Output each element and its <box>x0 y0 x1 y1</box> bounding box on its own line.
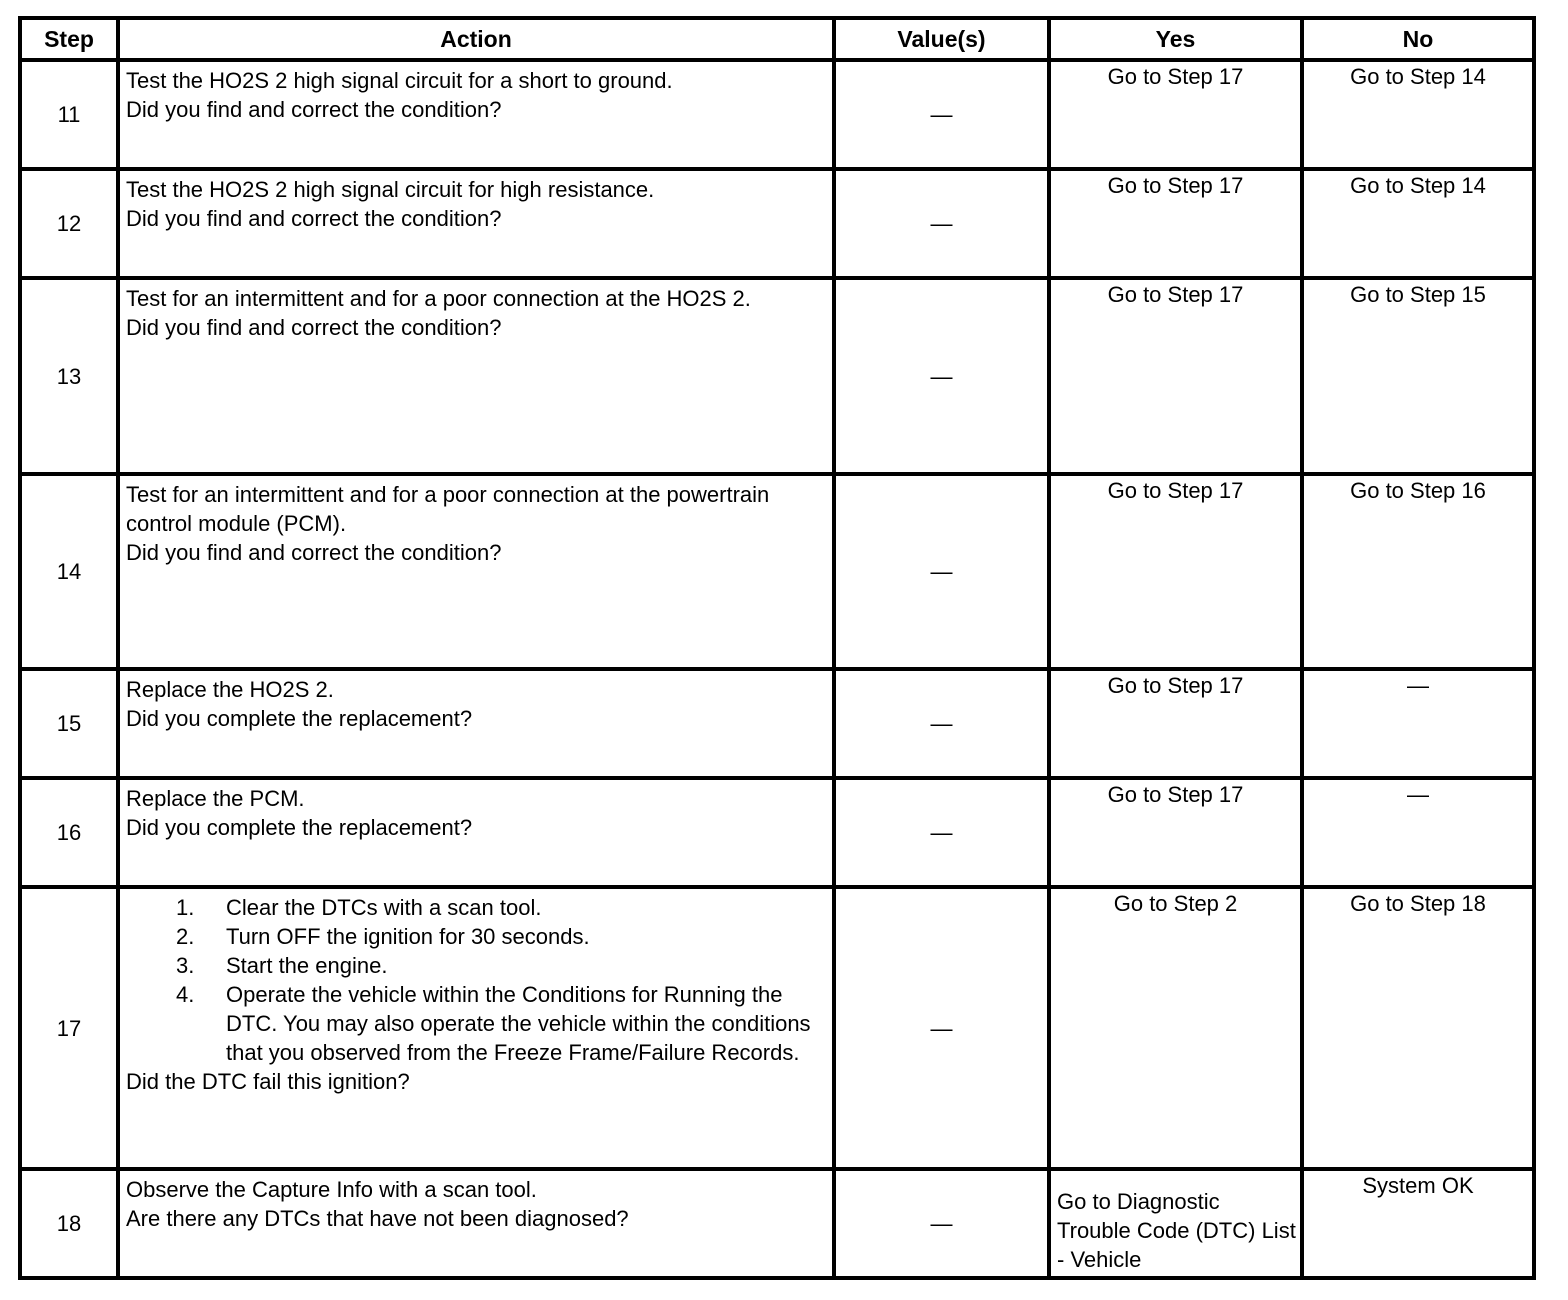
table-row <box>20 1169 1534 1278</box>
list-item <box>126 922 826 951</box>
header-step: Step <box>20 18 118 60</box>
action-cell <box>118 169 834 278</box>
action-question: Did you find and correct the condition? <box>126 540 502 565</box>
action-question: Did the DTC fail this ignition? <box>126 1069 410 1094</box>
no-cell <box>1302 169 1534 278</box>
table-row <box>20 474 1534 669</box>
value-cell: — <box>834 669 1049 778</box>
no-cell <box>1302 60 1534 169</box>
action-text: Observe the Capture Info with a scan tool. <box>126 1177 537 1202</box>
table-row <box>20 887 1534 1169</box>
no-cell <box>1302 778 1534 887</box>
no-answer: Go to Step 15 <box>1350 282 1486 307</box>
no-answer: Go to Step 16 <box>1350 478 1486 503</box>
yes-answer: Go to Step 17 <box>1107 64 1244 89</box>
step-number: 16 <box>20 778 118 887</box>
no-answer: Go to Step 14 <box>1350 64 1486 89</box>
list-item-number: 1. <box>176 895 195 920</box>
action-cell <box>118 1169 834 1278</box>
action-question: Did you complete the replacement? <box>126 706 473 731</box>
step-number: 12 <box>20 169 118 278</box>
no-answer: System OK <box>1362 1173 1474 1198</box>
list-item-number: 3. <box>176 953 195 978</box>
list-item-text: Start the engine. <box>226 953 388 978</box>
yes-answer: Go to Step 17 <box>1107 173 1244 198</box>
action-cell <box>118 778 834 887</box>
list-item <box>126 893 826 922</box>
table-row <box>20 60 1534 169</box>
no-answer: — <box>1407 673 1429 698</box>
action-text: Replace the PCM. <box>126 786 305 811</box>
no-cell <box>1302 474 1534 669</box>
yes-cell <box>1049 169 1302 278</box>
yes-cell <box>1049 278 1302 474</box>
step-number: 15 <box>20 669 118 778</box>
action-steps-list <box>126 893 826 1067</box>
yes-cell <box>1049 474 1302 669</box>
step-number: 11 <box>20 60 118 169</box>
value-cell: — <box>834 278 1049 474</box>
action-text: Replace the HO2S 2. <box>126 677 334 702</box>
action-cell <box>118 887 834 1169</box>
step-number: 18 <box>20 1169 118 1278</box>
no-cell <box>1302 278 1534 474</box>
step-number: 14 <box>20 474 118 669</box>
list-item-text: Turn OFF the ignition for 30 seconds. <box>226 924 590 949</box>
value-cell: — <box>834 887 1049 1169</box>
no-answer: — <box>1407 782 1429 807</box>
action-cell <box>118 474 834 669</box>
table-row <box>20 778 1534 887</box>
table-row <box>20 669 1534 778</box>
yes-answer: Go to Step 2 <box>1113 891 1238 916</box>
yes-cell <box>1049 1169 1302 1278</box>
no-answer: Go to Step 14 <box>1350 173 1486 198</box>
value-cell: — <box>834 474 1049 669</box>
table-header <box>20 18 1534 60</box>
yes-cell <box>1049 60 1302 169</box>
yes-answer: Go to Step 17 <box>1107 782 1244 807</box>
action-text: Test the HO2S 2 high signal circuit for high resistance. <box>126 177 655 202</box>
no-cell <box>1302 669 1534 778</box>
action-question: Did you complete the replacement? <box>126 815 473 840</box>
no-cell <box>1302 887 1534 1169</box>
action-cell <box>118 60 834 169</box>
table-row <box>20 169 1534 278</box>
action-question: Are there any DTCs that have not been diagnosed? <box>126 1206 629 1231</box>
step-number: 13 <box>20 278 118 474</box>
step-number: 17 <box>20 887 118 1169</box>
diagnostic-table <box>18 16 1536 1280</box>
yes-answer: Go to Step 17 <box>1107 673 1244 698</box>
table-row <box>20 278 1534 474</box>
list-item-text: Operate the vehicle within the Conditions for Running the DTC. You may also operate the vehicle within the conditions that you observed from the Freeze Frame/Failure Records. <box>226 982 811 1065</box>
list-item-number: 2. <box>176 924 195 949</box>
value-cell: — <box>834 169 1049 278</box>
list-item-text: Clear the DTCs with a scan tool. <box>226 895 542 920</box>
header-action: Action <box>118 18 834 60</box>
action-text: Test for an intermittent and for a poor connection at the powertrain control module (PCM). <box>126 482 770 536</box>
no-answer: Go to Step 18 <box>1350 891 1486 916</box>
action-text: Test for an intermittent and for a poor connection at the HO2S 2. <box>126 286 751 311</box>
yes-cell <box>1049 887 1302 1169</box>
header-no: No <box>1302 18 1534 60</box>
header-yes: Yes <box>1049 18 1302 60</box>
header-values: Value(s) <box>834 18 1049 60</box>
yes-answer: Go to Step 17 <box>1107 478 1244 503</box>
value-cell: — <box>834 1169 1049 1278</box>
list-item-number: 4. <box>176 982 195 1007</box>
list-item <box>126 980 826 1067</box>
no-cell <box>1302 1169 1534 1278</box>
action-cell <box>118 669 834 778</box>
action-question: Did you find and correct the condition? <box>126 315 502 340</box>
value-cell: — <box>834 778 1049 887</box>
action-text: Test the HO2S 2 high signal circuit for a short to ground. <box>126 68 673 93</box>
yes-cell <box>1049 669 1302 778</box>
action-question: Did you find and correct the condition? <box>126 206 502 231</box>
action-cell <box>118 278 834 474</box>
table-body <box>20 60 1534 1278</box>
header-row <box>20 18 1534 60</box>
action-question: Did you find and correct the condition? <box>126 97 502 122</box>
value-cell: — <box>834 60 1049 169</box>
list-item <box>126 951 826 980</box>
yes-answer: Go to Diagnostic Trouble Code (DTC) List - Vehicle <box>1057 1189 1296 1272</box>
yes-answer: Go to Step 17 <box>1107 282 1244 307</box>
yes-cell <box>1049 778 1302 887</box>
